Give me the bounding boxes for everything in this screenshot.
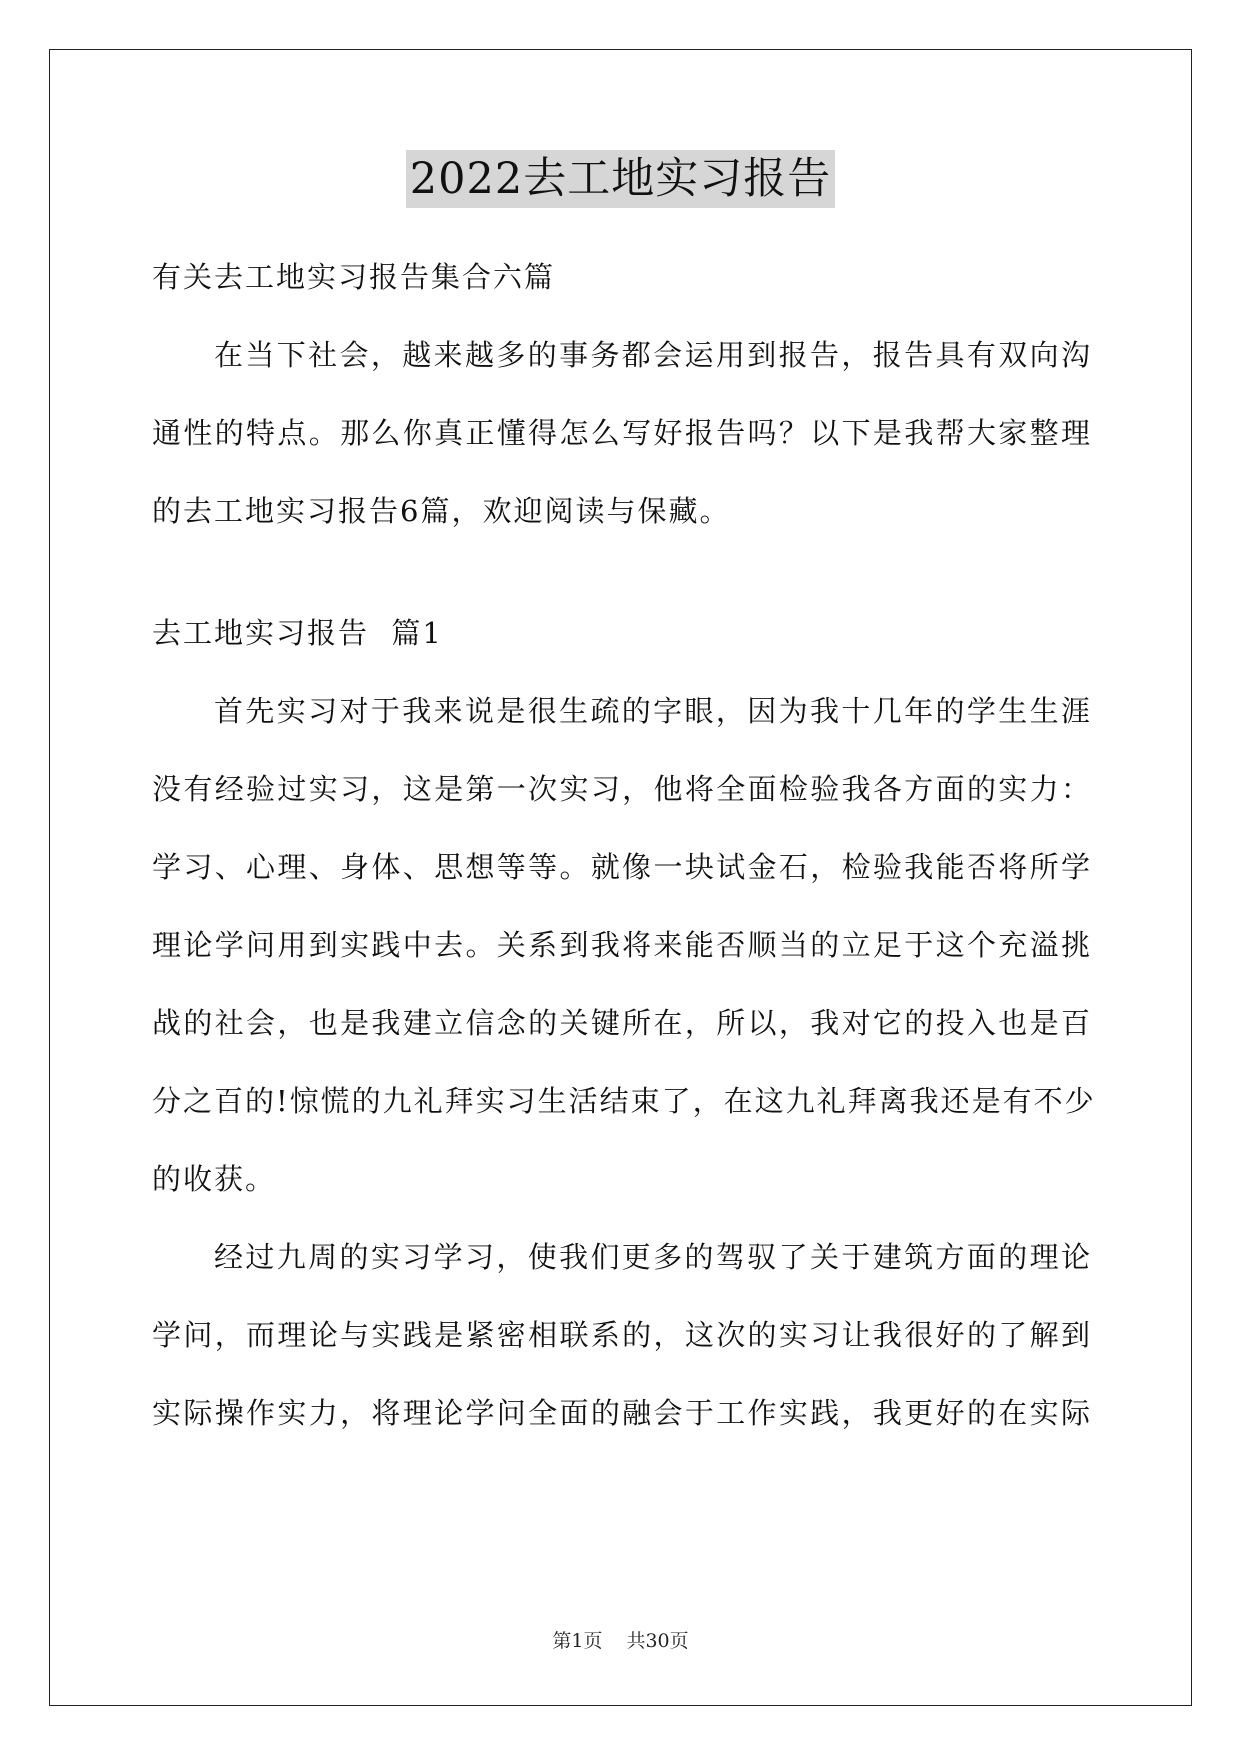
page-number: 第1页: [552, 1630, 603, 1652]
intro-paragraph: [152, 316, 1092, 550]
paragraph-line: 的收获。: [152, 1162, 277, 1196]
paragraph-2: [152, 1218, 1092, 1452]
section-heading: 去工地实习报告 篇1: [152, 616, 443, 650]
paragraph-line: 没有经验过实习，这是第一次实习，他将全面检验我各方面的实力：: [152, 772, 1092, 806]
intro-line: 在当下社会，越来越多的事务都会运用到报告，报告具有双向沟: [214, 338, 1092, 372]
paragraph-line: 经过九周的实习学习，使我们更多的驾驭了关于建筑方面的理论: [214, 1240, 1092, 1274]
paragraph-line: 战的社会，也是我建立信念的关键所在，所以，我对它的投入也是百: [152, 1006, 1092, 1040]
paragraph-line: 学习、心理、身体、思想等等。就像一块试金石，检验我能否将所学: [152, 850, 1092, 884]
paragraph-1: [152, 672, 1096, 1218]
paragraph-line: 分之百的!惊慌的九礼拜实习生活结束了，在这九礼拜离我还是有不少: [152, 1084, 1096, 1118]
document-body: [152, 238, 1096, 1452]
intro-line: 通性的特点。那么你真正懂得怎么写好报告吗？以下是我帮大家整理: [152, 416, 1092, 450]
paragraph-line: 理论学问用到实践中去。关系到我将来能否顺当的立足于这个充溢挑: [152, 928, 1092, 962]
spacer: [152, 550, 1092, 594]
page-total: 共30页: [626, 1630, 689, 1652]
title-area: [0, 150, 1241, 208]
paragraph-line: 学问，而理论与实践是紧密相联系的，这次的实习让我很好的了解到: [152, 1318, 1092, 1352]
paragraph-line: 首先实习对于我来说是很生疏的字眼，因为我十几年的学生生涯: [214, 694, 1092, 728]
paragraph-line: 实际操作实力，将理论学问全面的融会于工作实践，我更好的在实际: [152, 1396, 1092, 1430]
intro-line: 的去工地实习报告6篇，欢迎阅读与保藏。: [152, 494, 731, 528]
document-subtitle: 有关去工地实习报告集合六篇: [152, 260, 556, 294]
page-footer: [0, 1628, 1241, 1654]
document-title: 2022去工地实习报告: [406, 150, 835, 208]
